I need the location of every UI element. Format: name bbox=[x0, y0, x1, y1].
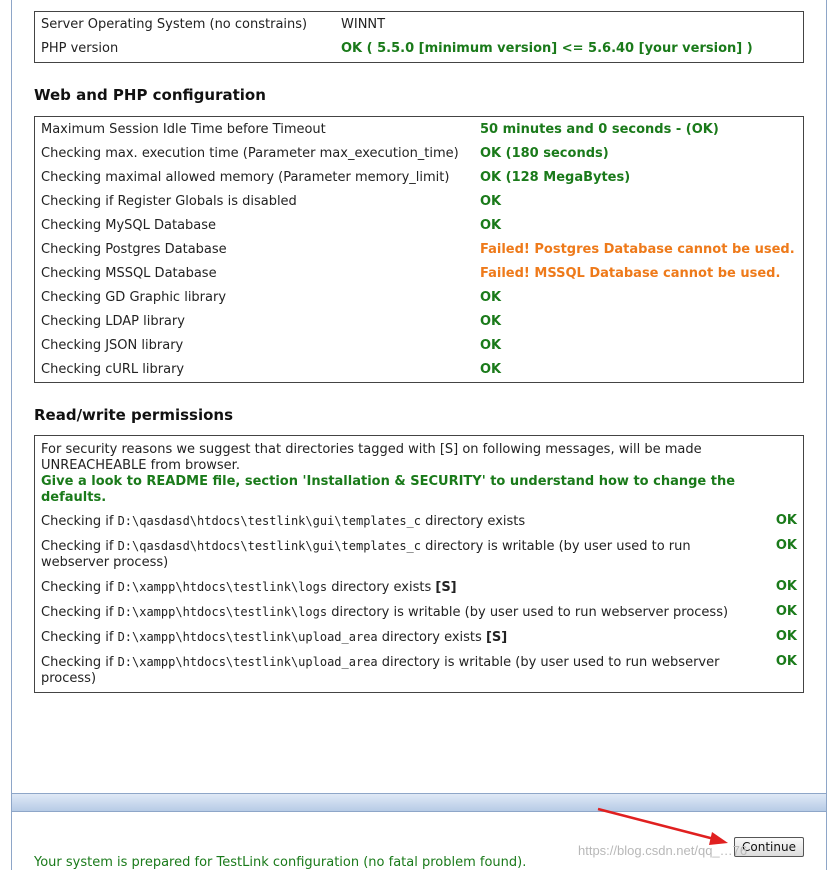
config-check-result: Failed! Postgres Database cannot be used. bbox=[480, 242, 795, 257]
config-check-result: OK bbox=[480, 290, 502, 305]
config-check-result: OK bbox=[480, 194, 502, 209]
permission-check-row bbox=[41, 604, 759, 621]
permission-check-result: OK bbox=[775, 654, 797, 669]
permission-check-text: directory is writable (by user used to run webserver process) bbox=[41, 539, 691, 570]
readme-notice: Give a look to README file, section 'Installation & SECURITY' to understand how to change the defaults. bbox=[41, 474, 736, 505]
permission-check-row bbox=[41, 538, 759, 571]
config-check-label: Checking if Register Globals is disabled bbox=[41, 194, 297, 209]
permission-check-result: OK bbox=[775, 629, 797, 644]
config-check-label: Checking maximal allowed memory (Parameter memory_limit) bbox=[41, 170, 450, 185]
permission-check-prefix: Checking if bbox=[41, 514, 114, 529]
config-check-result: 50 minutes and 0 seconds - (OK) bbox=[480, 122, 719, 137]
permission-check-text: directory exists bbox=[331, 580, 432, 595]
permission-check-text: directory is writable (by user used to run webserver process) bbox=[331, 605, 729, 620]
directory-path: D:\xampp\htdocs\testlink\upload_area bbox=[117, 630, 378, 644]
server-row-value: OK ( 5.5.0 [minimum version] <= 5.6.40 [your version] ) bbox=[341, 41, 753, 56]
security-tag: [S] bbox=[435, 580, 457, 595]
permission-check-result: OK bbox=[775, 538, 797, 553]
watermark-text: https://blog.csdn.net/qq_…76 bbox=[578, 843, 748, 858]
directory-path: D:\qasdasd\htdocs\testlink\gui\templates_c bbox=[117, 539, 421, 553]
config-check-result: OK bbox=[480, 314, 502, 329]
permission-check-result: OK bbox=[775, 604, 797, 619]
config-check-label: Checking LDAP library bbox=[41, 314, 185, 329]
security-intro: For security reasons we suggest that directories tagged with [S] on following messages, will be made UNREACHEABLE from browser. bbox=[41, 442, 702, 473]
server-row-label: PHP version bbox=[41, 41, 119, 56]
permissions-box bbox=[34, 435, 804, 693]
permission-check-prefix: Checking if bbox=[41, 605, 114, 620]
config-check-label: Maximum Session Idle Time before Timeout bbox=[41, 122, 326, 137]
config-check-result: OK bbox=[480, 362, 502, 377]
permissions-heading: Read/write permissions bbox=[34, 406, 234, 424]
config-check-label: Checking GD Graphic library bbox=[41, 290, 227, 305]
server-info-box bbox=[34, 11, 804, 63]
permission-check-text: directory is writable (by user used to run webserver process) bbox=[41, 655, 720, 686]
permission-check-text: directory exists bbox=[381, 630, 482, 645]
permission-check-prefix: Checking if bbox=[41, 539, 114, 554]
directory-path: D:\xampp\htdocs\testlink\upload_area bbox=[117, 655, 378, 669]
web-php-heading: Web and PHP configuration bbox=[34, 86, 266, 104]
config-check-result: Failed! MSSQL Database cannot be used. bbox=[480, 266, 781, 281]
server-row-value: WINNT bbox=[341, 17, 386, 32]
permission-check-row bbox=[41, 513, 759, 530]
config-check-result: OK (128 MegaBytes) bbox=[480, 170, 631, 185]
permission-check-prefix: Checking if bbox=[41, 630, 114, 645]
directory-path: D:\qasdasd\htdocs\testlink\gui\templates_c bbox=[117, 514, 421, 528]
config-check-label: Checking MSSQL Database bbox=[41, 266, 217, 281]
permission-check-result: OK bbox=[775, 513, 797, 528]
permission-check-row bbox=[41, 654, 759, 687]
config-check-result: OK bbox=[480, 218, 502, 233]
permission-check-text: directory exists bbox=[425, 514, 526, 529]
permission-check-result: OK bbox=[775, 579, 797, 594]
web-php-config-box bbox=[34, 116, 804, 383]
config-check-result: OK (180 seconds) bbox=[480, 146, 609, 161]
permission-check-row bbox=[41, 579, 759, 596]
config-check-label: Checking JSON library bbox=[41, 338, 184, 353]
config-check-result: OK bbox=[480, 338, 502, 353]
server-row-label: Server Operating System (no constrains) bbox=[41, 17, 308, 32]
directory-path: D:\xampp\htdocs\testlink\logs bbox=[117, 605, 328, 619]
config-check-label: Checking max. execution time (Parameter max_execution_time) bbox=[41, 146, 459, 161]
permission-check-prefix: Checking if bbox=[41, 655, 114, 670]
continue-button[interactable]: Continue bbox=[734, 837, 804, 857]
permission-check-row bbox=[41, 629, 759, 646]
permission-check-prefix: Checking if bbox=[41, 580, 114, 595]
system-status-message: Your system is prepared for TestLink configuration (no fatal problem found). bbox=[34, 855, 527, 870]
config-check-label: Checking Postgres Database bbox=[41, 242, 227, 257]
security-tag: [S] bbox=[485, 630, 508, 645]
config-check-label: Checking MySQL Database bbox=[41, 218, 217, 233]
config-check-label: Checking cURL library bbox=[41, 362, 185, 377]
directory-path: D:\xampp\htdocs\testlink\logs bbox=[117, 580, 328, 594]
